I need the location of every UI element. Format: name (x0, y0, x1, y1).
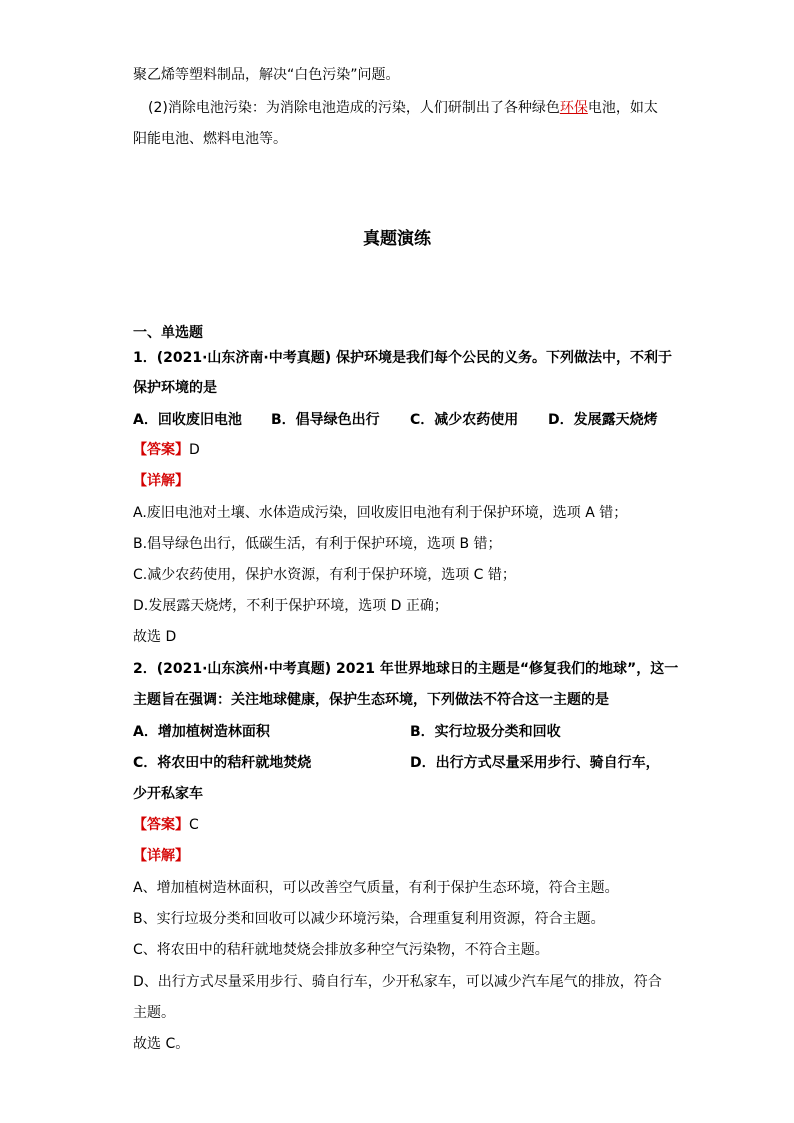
q2-detail-line: 主题。 (133, 1005, 175, 1021)
q1-stem-line-2: 保护环境的是 (133, 380, 217, 396)
q2-stem-line-2: 主题旨在强调：关注地球健康，保护生态环境，下列做法不符合这一主题的是 (133, 692, 609, 708)
subsection-heading: 一、单选题 (133, 325, 203, 341)
highlight-text: 环保 (559, 100, 588, 116)
q2-stem-line-1: 2．(2021·山东滨州·中考真题) 2021 年世界地球日的主题是“修复我们的地球”，这一 (133, 661, 679, 677)
q1-detail-line: A.废旧电池对土壤、水体造成污染，回收废旧电池有利于保护环境，选项 A 错； (133, 505, 628, 521)
q2-option-b: B．实行垃圾分类和回收 (410, 724, 561, 740)
q1-option-d: D．发展露天烧烤 (548, 412, 658, 428)
q1-detail-line: C.减少农药使用，保护水资源，有利于保护环境，选项 C 错； (133, 567, 516, 583)
intro-line-2-post: 电池，如太 (587, 100, 658, 116)
q1-detail-line: B.倡导绿色出行，低碳生活，有利于保护环境，选项 B 错； (133, 536, 502, 552)
q1-conclusion: 故选 D (133, 629, 177, 645)
q1-stem-line-1: 1．(2021·山东济南·中考真题) 保护环境是我们每个公民的义务。下列做法中，不利于 (133, 350, 673, 366)
q2-detail-label: 【详解】 (133, 848, 189, 864)
q1-option-a: A．回收废旧电池 (133, 412, 242, 428)
answer-label: 【答案】 (133, 817, 189, 833)
section-title: 真题演练 (363, 229, 431, 249)
q2-option-d: D．出行方式尽量采用步行、骑自行车， (410, 755, 660, 771)
answer-value: C (189, 817, 199, 833)
q2-detail-line: C、将农田中的秸秆就地焚烧会排放多种空气污染物，不符合主题。 (133, 942, 549, 958)
answer-value: D (189, 442, 200, 458)
q2-detail-line: D、出行方式尽量采用步行、骑自行车，少开私家车，可以减少汽车尾气的排放，符合 (133, 974, 662, 990)
q2-detail-line: B、实行垃圾分类和回收可以减少环境污染，合理重复利用资源，符合主题。 (133, 911, 605, 927)
answer-label: 【答案】 (133, 442, 189, 458)
q1-answer (133, 440, 200, 460)
intro-line-2 (148, 98, 658, 118)
q2-option-c: C．将农田中的秸秆就地焚烧 (133, 755, 312, 771)
q2-conclusion: 故选 C。 (133, 1036, 190, 1052)
intro-line-2-pre: (2)消除电池污染：为消除电池造成的污染，人们研制出了各种绿色 (148, 100, 560, 116)
q1-detail-label: 【详解】 (133, 473, 189, 489)
q1-option-c: C．减少农药使用 (410, 412, 519, 428)
q2-answer (133, 815, 199, 835)
intro-line-1: 聚乙烯等塑料制品，解决“白色污染”问题。 (133, 67, 400, 83)
q1-option-b: B．倡导绿色出行 (271, 412, 380, 428)
q2-detail-line: A、增加植树造林面积，可以改善空气质量，有利于保护生态环境，符合主题。 (133, 880, 619, 896)
q1-detail-line: D.发展露天烧烤，不利于保护环境，选项 D 正确； (133, 598, 448, 614)
q2-option-a: A．增加植树造林面积 (133, 724, 270, 740)
intro-line-3: 阳能电池、燃料电池等。 (133, 131, 287, 147)
q2-option-d-cont: 少开私家车 (133, 786, 203, 802)
